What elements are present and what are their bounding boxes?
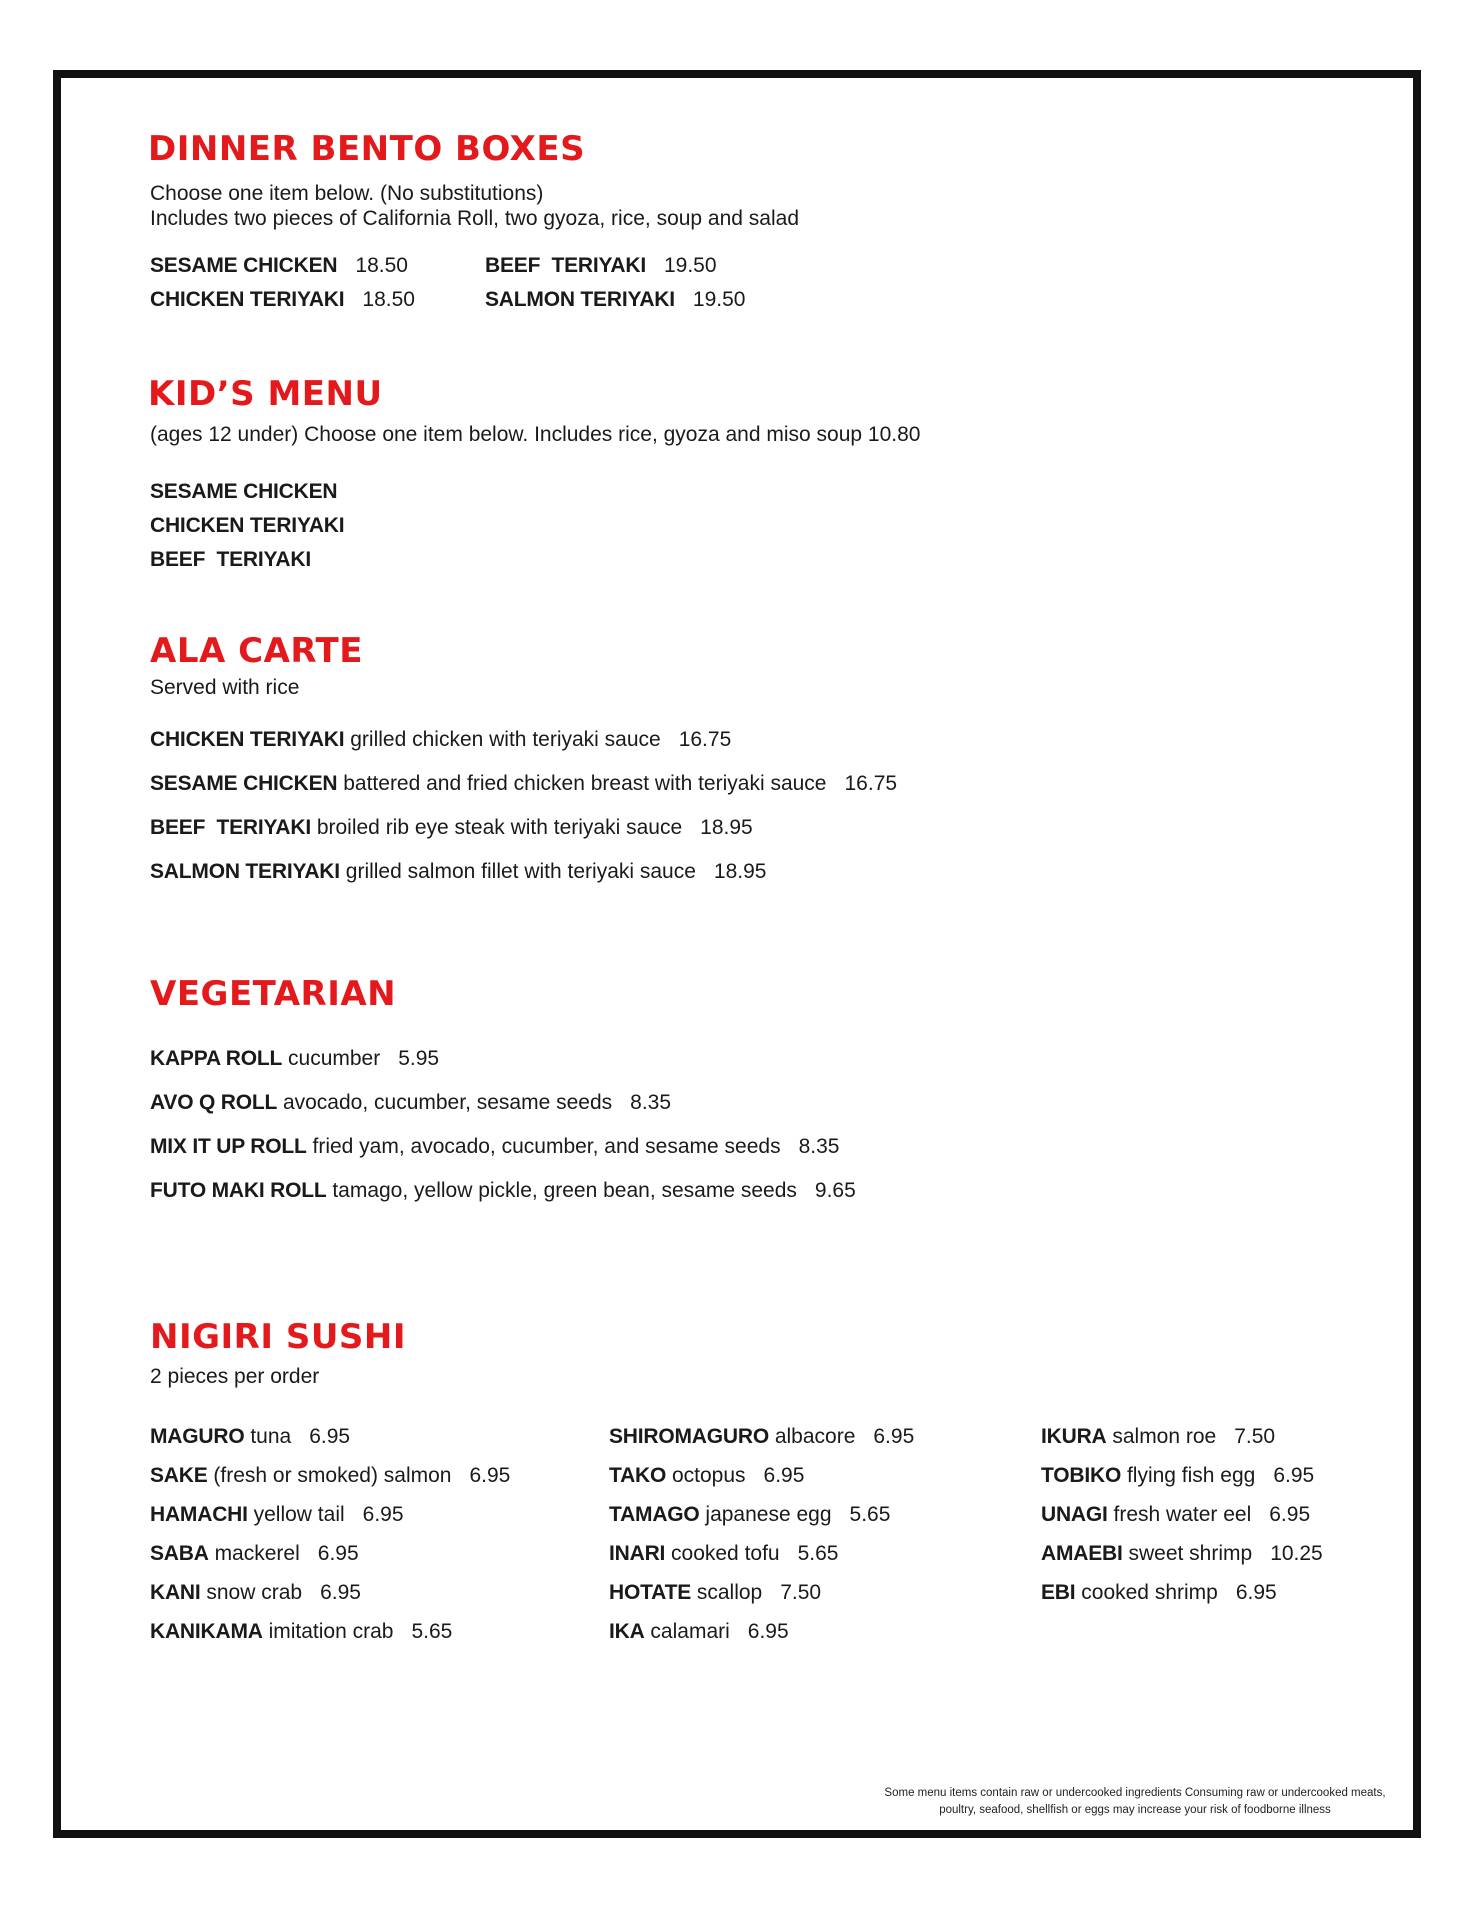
alacarte-subtitle: Served with rice <box>150 676 300 699</box>
nigiri-subtitle: 2 pieces per order <box>150 1365 320 1388</box>
menu-item: FUTO MAKI ROLL tamago, yellow pickle, green bean, sesame seeds 9.65 <box>150 1179 856 1202</box>
menu-item: SAKE (fresh or smoked) salmon 6.95 <box>150 1464 511 1487</box>
menu-item: AMAEBI sweet shrimp 10.25 <box>1041 1542 1323 1565</box>
menu-item: INARI cooked tofu 5.65 <box>609 1542 839 1565</box>
menu-item: AVO Q ROLL avocado, cucumber, sesame seeds 8.35 <box>150 1091 672 1114</box>
menu-item: TAKO octopus 6.95 <box>609 1464 805 1487</box>
vegetarian-items <box>150 1046 856 1222</box>
menu-item: BEEF TERIYAKI broiled rib eye steak with teriyaki sauce 18.95 <box>150 816 753 839</box>
menu-item: SHIROMAGURO albacore 6.95 <box>609 1425 915 1448</box>
nigiri-column-2 <box>609 1424 914 1658</box>
menu-item: SESAME CHICKEN battered and fried chicken breast with teriyaki sauce 16.75 <box>150 772 898 795</box>
menu-item: TOBIKO flying fish egg 6.95 <box>1041 1464 1315 1487</box>
kids-items <box>150 479 344 581</box>
menu-item: KANIKAMA imitation crab 5.65 <box>150 1620 453 1643</box>
menu-item: SESAME CHICKEN 18.50 <box>150 254 408 277</box>
disclaimer-line-2: poultry, seafood, shellfish or eggs may increase your risk of foodborne illness <box>939 1804 1331 1816</box>
bento-title: DINNER BENTO BOXES <box>148 129 586 169</box>
menu-item: SALMON TERIYAKI grilled salmon fillet with teriyaki sauce 18.95 <box>150 860 767 883</box>
menu-item: BEEF TERIYAKI 19.50 <box>485 254 717 277</box>
kids-title: KID’S MENU <box>148 374 383 414</box>
nigiri-column-1 <box>150 1424 510 1658</box>
disclaimer-line-1: Some menu items contain raw or undercooked ingredients Consuming raw or undercooked meats, <box>884 1787 1386 1799</box>
menu-item: TAMAGO japanese egg 5.65 <box>609 1503 891 1526</box>
menu-item: MIX IT UP ROLL fried yam, avocado, cucumber, and sesame seeds 8.35 <box>150 1135 840 1158</box>
menu-item: IKA calamari 6.95 <box>609 1620 789 1643</box>
bento-subtitle-2: Includes two pieces of California Roll, two gyoza, rice, soup and salad <box>150 207 800 230</box>
menu-item: CHICKEN TERIYAKI <box>150 514 345 537</box>
nigiri-column-3 <box>1041 1424 1323 1619</box>
vegetarian-title: VEGETARIAN <box>150 974 397 1014</box>
menu-item: KAPPA ROLL cucumber 5.95 <box>150 1047 440 1070</box>
menu-item: EBI cooked shrimp 6.95 <box>1041 1581 1277 1604</box>
menu-item: CHICKEN TERIYAKI 18.50 <box>150 288 415 311</box>
menu-item: HOTATE scallop 7.50 <box>609 1581 822 1604</box>
menu-item: IKURA salmon roe 7.50 <box>1041 1425 1276 1448</box>
menu-item: KANI snow crab 6.95 <box>150 1581 361 1604</box>
menu-item: SESAME CHICKEN <box>150 480 338 503</box>
bento-subtitle-1: Choose one item below. (No substitutions) <box>150 182 544 205</box>
kids-subtitle: (ages 12 under) Choose one item below. Includes rice, gyoza and miso soup 10.80 <box>150 423 921 446</box>
menu-item: SABA mackerel 6.95 <box>150 1542 359 1565</box>
bento-items <box>150 253 785 313</box>
alacarte-items <box>150 727 897 903</box>
menu-item: HAMACHI yellow tail 6.95 <box>150 1503 404 1526</box>
menu-item: MAGURO tuna 6.95 <box>150 1425 351 1448</box>
menu-item: BEEF TERIYAKI <box>150 548 311 571</box>
menu-item: CHICKEN TERIYAKI grilled chicken with teriyaki sauce 16.75 <box>150 728 732 751</box>
alacarte-title: ALA CARTE <box>150 631 363 671</box>
nigiri-title: NIGIRI SUSHI <box>150 1317 407 1357</box>
menu-item: UNAGI fresh water eel 6.95 <box>1041 1503 1311 1526</box>
disclaimer <box>850 1785 1420 1819</box>
menu-item: SALMON TERIYAKI 19.50 <box>485 288 746 311</box>
